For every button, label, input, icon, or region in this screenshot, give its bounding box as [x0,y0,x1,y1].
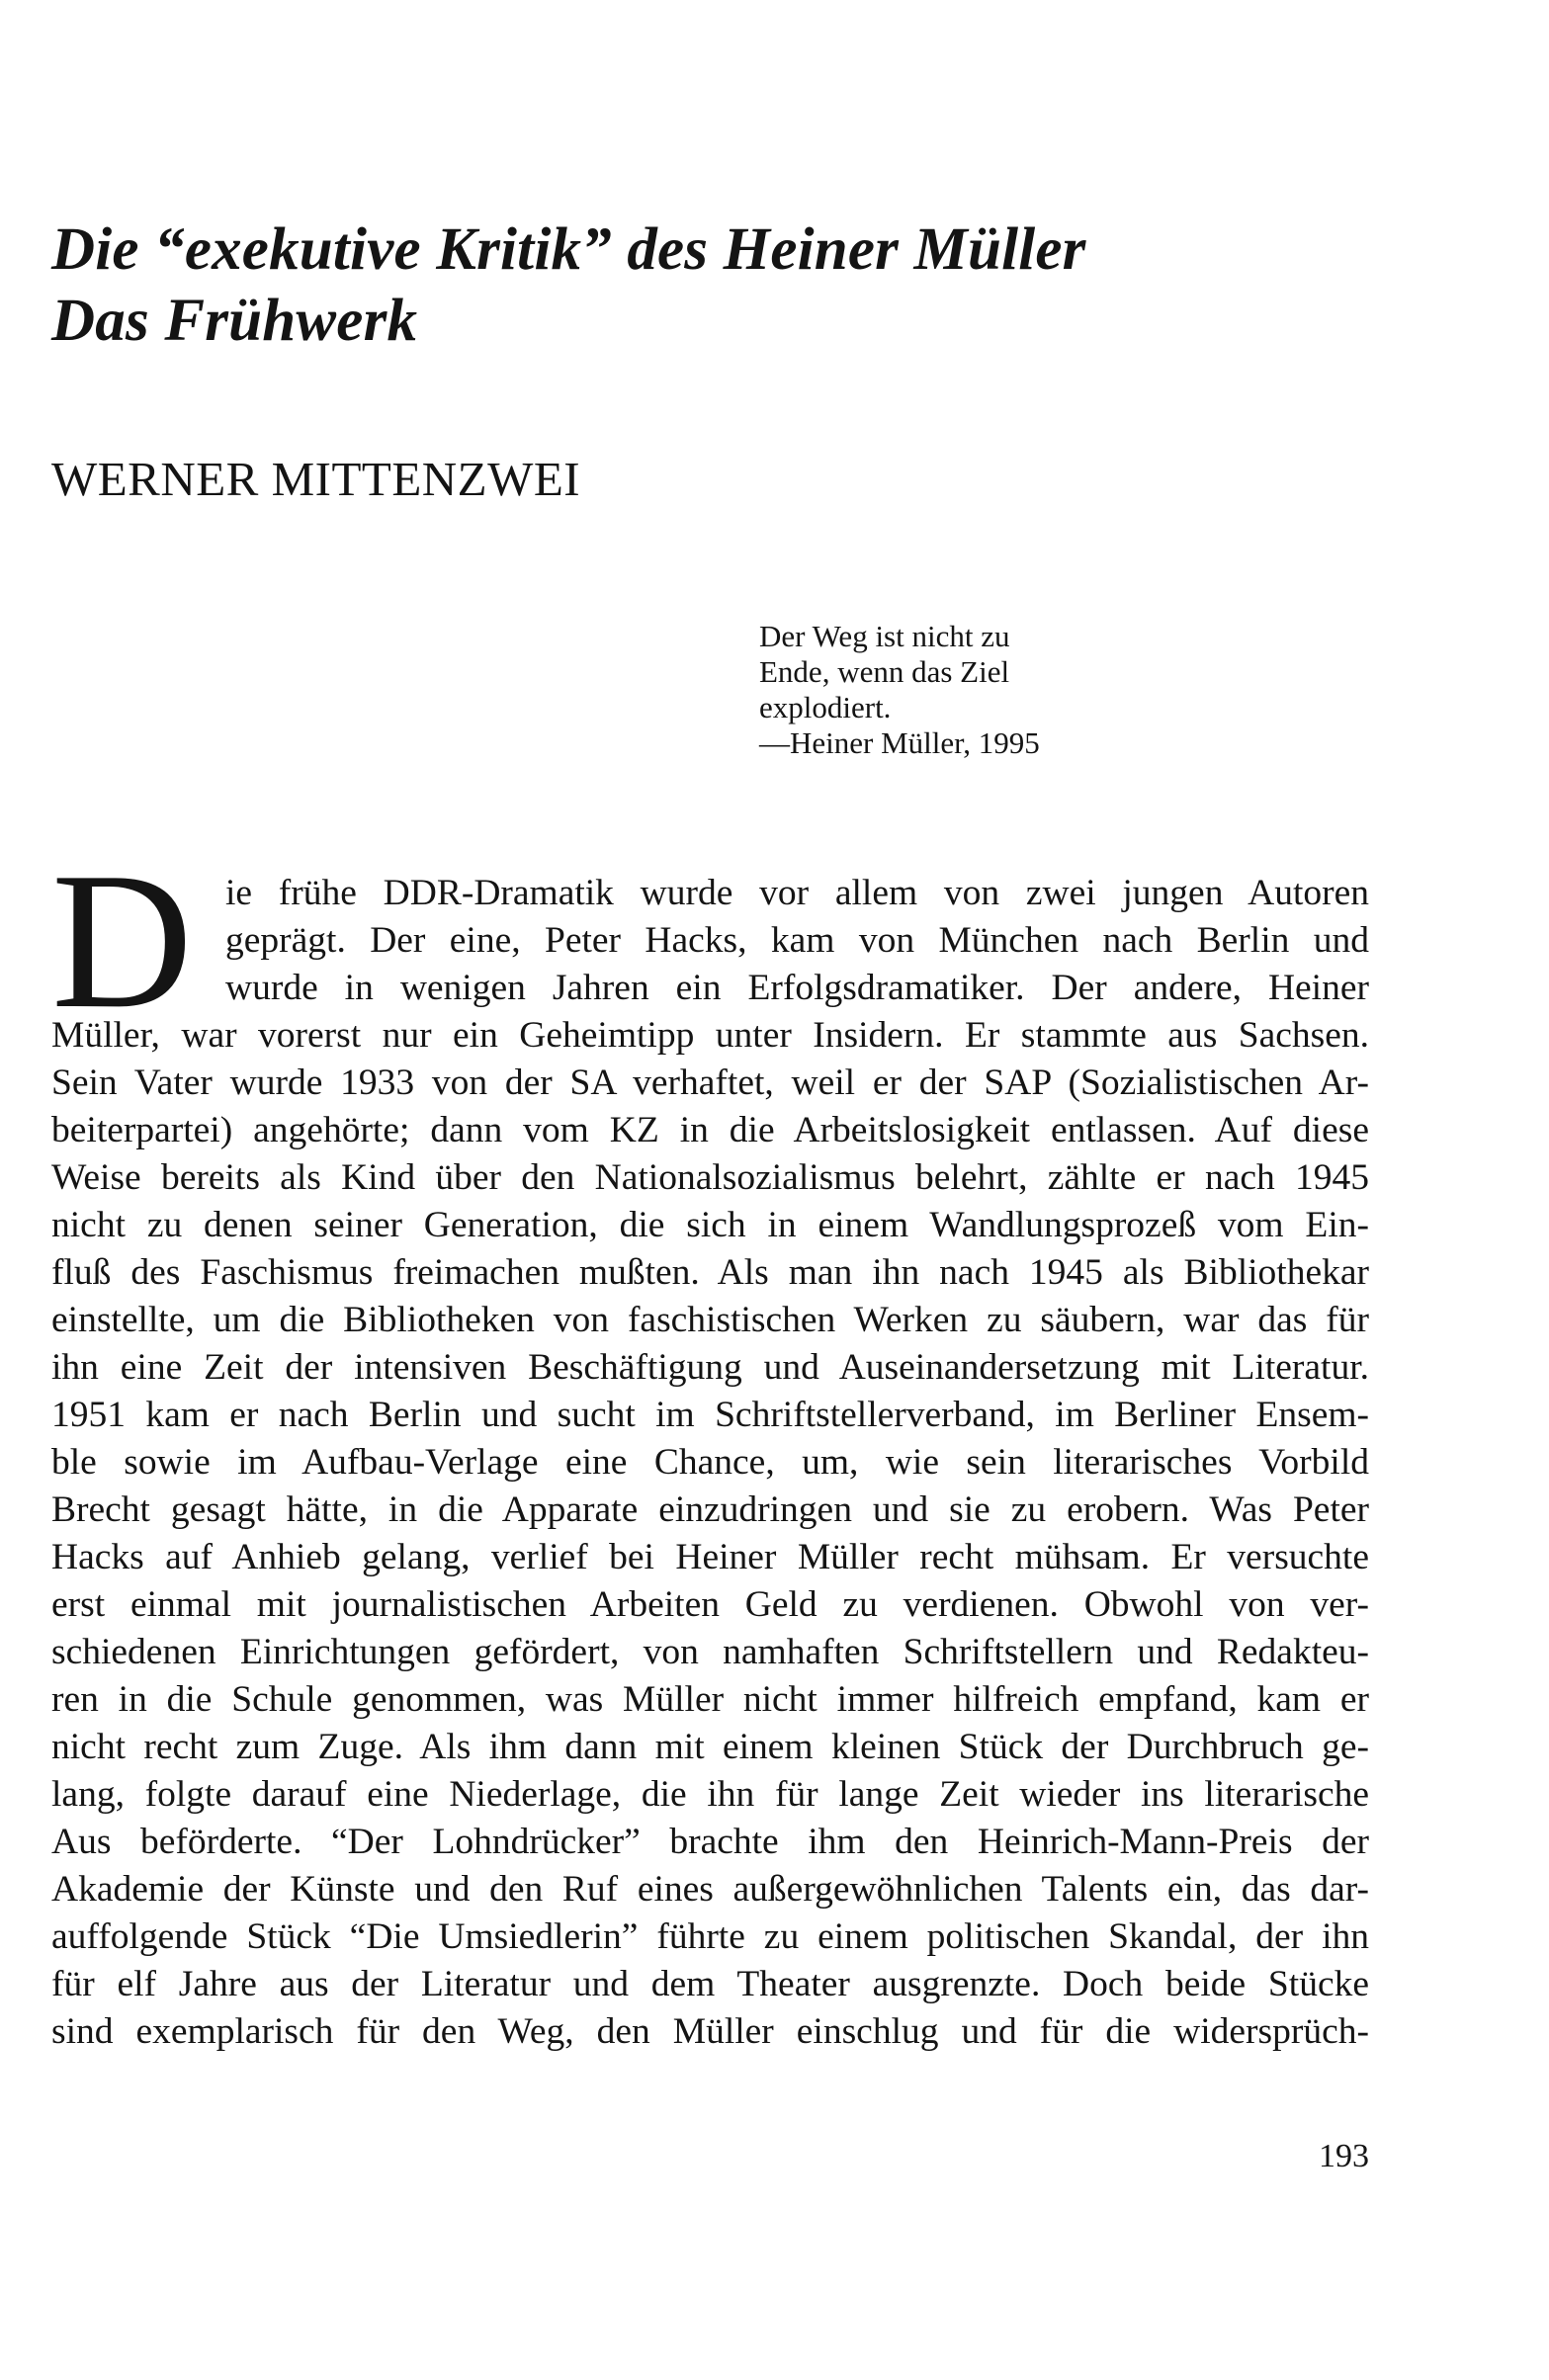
drop-cap: D [51,832,193,1049]
body-line: ie frühe DDR-Dramatik wurde vor allem von zwei jungen Autoren [225,873,1369,913]
body-line: schiedenen Einrichtungen gefördert, von namhaften Schriftstellern und Redakteu- [51,1632,1369,1672]
page-number: 193 [1319,2138,1369,2174]
body-line: Aus beförderte. “Der Lohndrücker” brachte ihm den Heinrich-Mann-Preis der [51,1822,1369,1862]
body-line: ren in die Schule genommen, was Müller nicht immer hilfreich empfand, kam er [51,1679,1369,1720]
article-title-line-2: Das Frühwerk [51,288,418,354]
body-line: Brecht gesagt hätte, in die Apparate einzudringen und sie zu erobern. Was Peter [51,1489,1369,1530]
body-line: Akademie der Künste und den Ruf eines außergewöhnlichen Talents ein, das dar- [51,1869,1369,1910]
epigraph-line: Der Weg ist nicht zu [759,619,1010,653]
body-line: ihn eine Zeit der intensiven Beschäftigung und Auseinandersetzung mit Literatur. [51,1347,1369,1388]
body-line: erst einmal mit journalistischen Arbeiten Geld zu verdienen. Obwohl von ver- [51,1584,1369,1625]
body-line: nicht zu denen seiner Generation, die sich in einem Wandlungsprozeß vom Ein- [51,1205,1369,1245]
body-line: sind exemplarisch für den Weg, den Müller einschlug und für die widersprüch- [51,2011,1369,2052]
body-line: wurde in wenigen Jahren ein Erfolgsdramatiker. Der andere, Heiner [225,968,1369,1008]
epigraph-line: explodiert. [759,690,892,724]
body-paragraph [51,870,1369,2056]
author-name: WERNER MITTENZWEI [51,452,581,506]
body-line: ble sowie im Aufbau-Verlage eine Chance, um, wie sein literarisches Vorbild [51,1442,1369,1483]
article-title-line-1: Die “exekutive Kritik” des Heiner Müller [51,216,1086,283]
body-line: Sein Vater wurde 1933 von der SA verhaftet, weil er der SAP (Sozialistischen Ar- [51,1062,1369,1103]
body-line: Weise bereits als Kind über den Nationalsozialismus belehrt, zählte er nach 1945 [51,1157,1369,1198]
body-line: geprägt. Der eine, Peter Hacks, kam von München nach Berlin und [225,920,1369,961]
body-line: 1951 kam er nach Berlin und sucht im Schriftstellerverband, im Berliner Ensem- [51,1395,1369,1435]
body-line: auffolgende Stück “Die Umsiedlerin” führte zu einem politischen Skandal, der ihn [51,1916,1369,1957]
body-line: einstellte, um die Bibliotheken von faschistischen Werken zu säubern, war das für [51,1300,1369,1340]
body-line: für elf Jahre aus der Literatur und dem Theater ausgrenzte. Doch beide Stücke [51,1964,1369,2004]
epigraph [759,619,1040,761]
body-line: nicht recht zum Zuge. Als ihm dann mit einem kleinen Stück der Durchbruch ge- [51,1727,1369,1767]
body-line: lang, folgte darauf eine Niederlage, die ihn für lange Zeit wieder ins literarische [51,1774,1369,1815]
epigraph-line: Ende, wenn das Ziel [759,654,1010,689]
body-line: beiterpartei) angehörte; dann vom KZ in die Arbeitslosigkeit entlassen. Auf diese [51,1110,1369,1150]
epigraph-attribution: —Heiner Müller, 1995 [759,725,1040,760]
body-line: Hacks auf Anhieb gelang, verlief bei Heiner Müller recht mühsam. Er versuchte [51,1537,1369,1577]
body-line: Müller, war vorerst nur ein Geheimtipp unter Insidern. Er stammte aus Sachsen. [51,1015,1369,1056]
body-line: fluß des Faschismus freimachen mußten. Als man ihn nach 1945 als Bibliothekar [51,1252,1369,1293]
